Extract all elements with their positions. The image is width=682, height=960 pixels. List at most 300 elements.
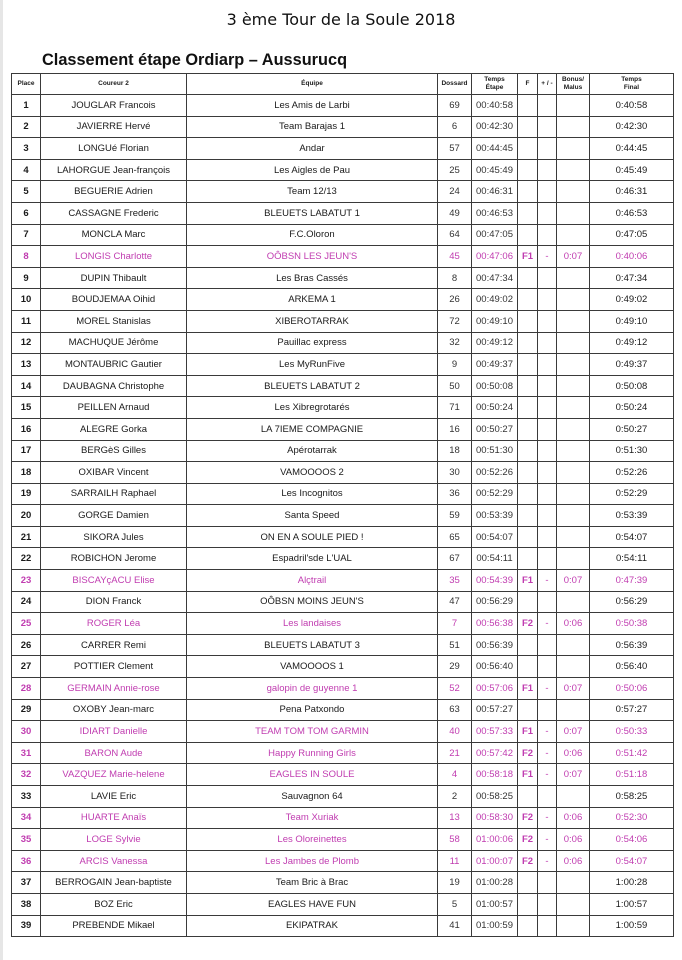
cell-f xyxy=(518,95,538,117)
table-row xyxy=(12,656,674,678)
stage-title: Classement étape Ordiarp – Aussurucq xyxy=(42,50,348,69)
table-row xyxy=(12,354,674,376)
header-bonus-line1: Bonus/ xyxy=(561,76,585,83)
cell-coureur: BERGèS Gilles xyxy=(41,440,187,462)
cell-equipe: Les MyRunFive xyxy=(187,354,438,376)
cell-coureur: DUPIN Thibault xyxy=(41,267,187,289)
cell-dossard: 26 xyxy=(438,289,472,311)
cell-dossard: 64 xyxy=(438,224,472,246)
cell-dossard: 18 xyxy=(438,440,472,462)
cell-dossard: 8 xyxy=(438,267,472,289)
cell-coureur: ALEGRE Gorka xyxy=(41,418,187,440)
header-temps-final-line2: Final xyxy=(623,84,640,91)
cell-f xyxy=(518,310,538,332)
cell-f xyxy=(518,548,538,570)
table-row xyxy=(12,332,674,354)
cell-temps-final: 0:53:39 xyxy=(590,505,674,527)
cell-dossard: 52 xyxy=(438,678,472,700)
cell-temps-etape: 00:52:26 xyxy=(472,462,518,484)
cell-f xyxy=(518,116,538,138)
cell-plus-minus xyxy=(538,159,557,181)
cell-temps-etape: 01:00:57 xyxy=(472,893,518,915)
cell-temps-etape: 00:57:06 xyxy=(472,678,518,700)
cell-equipe: BLEUETS LABATUT 1 xyxy=(187,202,438,224)
cell-place: 11 xyxy=(12,310,41,332)
cell-bonus-malus xyxy=(557,786,590,808)
table-row xyxy=(12,418,674,440)
cell-f xyxy=(518,526,538,548)
cell-plus-minus xyxy=(538,505,557,527)
cell-bonus-malus xyxy=(557,893,590,915)
cell-coureur: ROBICHON Jerome xyxy=(41,548,187,570)
cell-equipe: Les Bras Cassés xyxy=(187,267,438,289)
cell-temps-final: 0:50:24 xyxy=(590,397,674,419)
cell-coureur: DION Franck xyxy=(41,591,187,613)
cell-plus-minus xyxy=(538,267,557,289)
cell-temps-etape: 00:50:27 xyxy=(472,418,518,440)
cell-temps-etape: 00:56:29 xyxy=(472,591,518,613)
cell-coureur: SARRAILH Raphael xyxy=(41,483,187,505)
cell-temps-final: 0:47:34 xyxy=(590,267,674,289)
cell-f xyxy=(518,699,538,721)
header-temps-final-line1: Temps xyxy=(621,76,642,83)
cell-f xyxy=(518,397,538,419)
cell-coureur: ROGER Léa xyxy=(41,613,187,635)
cell-temps-final: 0:54:07 xyxy=(590,526,674,548)
cell-temps-final: 0:54:11 xyxy=(590,548,674,570)
cell-plus-minus xyxy=(538,202,557,224)
header-bonus-malus xyxy=(557,74,590,95)
cell-dossard: 40 xyxy=(438,721,472,743)
cell-temps-etape: 00:47:06 xyxy=(472,246,518,268)
cell-equipe: Les Xibregrotarés xyxy=(187,397,438,419)
cell-temps-etape: 00:54:11 xyxy=(472,548,518,570)
cell-coureur: DAUBAGNA Christophe xyxy=(41,375,187,397)
cell-temps-etape: 00:47:34 xyxy=(472,267,518,289)
table-row xyxy=(12,375,674,397)
header-plus-minus: + / - xyxy=(538,74,557,95)
cell-f xyxy=(518,375,538,397)
cell-temps-final: 0:42:30 xyxy=(590,116,674,138)
header-row xyxy=(12,74,674,95)
cell-coureur: CARRER Remi xyxy=(41,634,187,656)
cell-plus-minus xyxy=(538,375,557,397)
cell-temps-final: 1:00:57 xyxy=(590,893,674,915)
cell-coureur: JAVIERRE Hervé xyxy=(41,116,187,138)
cell-dossard: 63 xyxy=(438,699,472,721)
cell-temps-etape: 00:56:39 xyxy=(472,634,518,656)
cell-temps-final: 0:50:33 xyxy=(590,721,674,743)
cell-temps-final: 0:49:12 xyxy=(590,332,674,354)
cell-coureur: OXIBAR Vincent xyxy=(41,462,187,484)
cell-equipe: Apérotarrak xyxy=(187,440,438,462)
cell-bonus-malus xyxy=(557,526,590,548)
table-row xyxy=(12,893,674,915)
table-row xyxy=(12,764,674,786)
cell-plus-minus xyxy=(538,462,557,484)
cell-temps-etape: 01:00:06 xyxy=(472,829,518,851)
cell-equipe: Alçtrail xyxy=(187,570,438,592)
cell-temps-final: 0:40:06 xyxy=(590,246,674,268)
cell-place: 39 xyxy=(12,915,41,937)
cell-f xyxy=(518,354,538,376)
cell-coureur: OXOBY Jean-marc xyxy=(41,699,187,721)
cell-equipe: Happy Running Girls xyxy=(187,742,438,764)
cell-place: 13 xyxy=(12,354,41,376)
cell-temps-etape: 00:53:39 xyxy=(472,505,518,527)
cell-place: 38 xyxy=(12,893,41,915)
cell-place: 28 xyxy=(12,678,41,700)
cell-temps-etape: 00:50:24 xyxy=(472,397,518,419)
cell-dossard: 6 xyxy=(438,116,472,138)
cell-bonus-malus: 0:06 xyxy=(557,742,590,764)
cell-f xyxy=(518,440,538,462)
header-bonus-line2: Malus xyxy=(563,84,583,91)
table-row xyxy=(12,850,674,872)
cell-plus-minus xyxy=(538,915,557,937)
cell-f xyxy=(518,591,538,613)
cell-dossard: 29 xyxy=(438,656,472,678)
cell-equipe: LA 7IEME COMPAGNIE xyxy=(187,418,438,440)
cell-temps-etape: 00:54:07 xyxy=(472,526,518,548)
cell-bonus-malus xyxy=(557,397,590,419)
table-row xyxy=(12,872,674,894)
cell-coureur: LONGUé Florian xyxy=(41,138,187,160)
cell-temps-etape: 00:56:38 xyxy=(472,613,518,635)
cell-bonus-malus xyxy=(557,699,590,721)
cell-f xyxy=(518,893,538,915)
cell-equipe: OÔBSN MOINS JEUN'S xyxy=(187,591,438,613)
cell-f xyxy=(518,483,538,505)
cell-f xyxy=(518,418,538,440)
cell-plus-minus: - xyxy=(538,246,557,268)
cell-equipe: Pena Patxondo xyxy=(187,699,438,721)
cell-f: F1 xyxy=(518,721,538,743)
table-row xyxy=(12,807,674,829)
cell-place: 30 xyxy=(12,721,41,743)
cell-place: 26 xyxy=(12,634,41,656)
cell-temps-final: 0:46:31 xyxy=(590,181,674,203)
cell-coureur: LONGIS Charlotte xyxy=(41,246,187,268)
cell-coureur: IDIART Danielle xyxy=(41,721,187,743)
cell-dossard: 16 xyxy=(438,418,472,440)
cell-dossard: 25 xyxy=(438,159,472,181)
cell-place: 25 xyxy=(12,613,41,635)
cell-temps-etape: 01:00:59 xyxy=(472,915,518,937)
cell-dossard: 19 xyxy=(438,872,472,894)
cell-dossard: 9 xyxy=(438,354,472,376)
cell-temps-final: 0:47:39 xyxy=(590,570,674,592)
table-row xyxy=(12,483,674,505)
cell-bonus-malus xyxy=(557,375,590,397)
cell-coureur: MOREL Stanislas xyxy=(41,310,187,332)
cell-plus-minus: - xyxy=(538,764,557,786)
header-temps-final xyxy=(590,74,674,95)
cell-temps-final: 0:54:06 xyxy=(590,829,674,851)
cell-f: F1 xyxy=(518,246,538,268)
cell-coureur: HUARTE Anaïs xyxy=(41,807,187,829)
cell-f xyxy=(518,202,538,224)
cell-bonus-malus: 0:06 xyxy=(557,807,590,829)
cell-plus-minus xyxy=(538,656,557,678)
cell-place: 35 xyxy=(12,829,41,851)
cell-coureur: PREBENDE Mikael xyxy=(41,915,187,937)
cell-f: F1 xyxy=(518,678,538,700)
cell-temps-final: 0:47:05 xyxy=(590,224,674,246)
table-row xyxy=(12,829,674,851)
cell-place: 18 xyxy=(12,462,41,484)
cell-temps-final: 0:50:06 xyxy=(590,678,674,700)
cell-dossard: 11 xyxy=(438,850,472,872)
cell-plus-minus: - xyxy=(538,742,557,764)
cell-bonus-malus xyxy=(557,591,590,613)
cell-place: 32 xyxy=(12,764,41,786)
cell-plus-minus xyxy=(538,354,557,376)
cell-coureur: GERMAIN Annie-rose xyxy=(41,678,187,700)
header-f: F xyxy=(518,74,538,95)
cell-bonus-malus xyxy=(557,634,590,656)
cell-plus-minus xyxy=(538,483,557,505)
cell-bonus-malus xyxy=(557,872,590,894)
cell-equipe: BLEUETS LABATUT 3 xyxy=(187,634,438,656)
cell-dossard: 51 xyxy=(438,634,472,656)
cell-plus-minus xyxy=(538,699,557,721)
cell-temps-etape: 00:50:08 xyxy=(472,375,518,397)
cell-bonus-malus xyxy=(557,656,590,678)
cell-bonus-malus: 0:06 xyxy=(557,850,590,872)
cell-f xyxy=(518,786,538,808)
table-row xyxy=(12,310,674,332)
table-row xyxy=(12,678,674,700)
cell-bonus-malus xyxy=(557,418,590,440)
cell-equipe: EAGLES IN SOULE xyxy=(187,764,438,786)
cell-place: 27 xyxy=(12,656,41,678)
cell-place: 5 xyxy=(12,181,41,203)
cell-plus-minus xyxy=(538,418,557,440)
cell-temps-final: 0:50:38 xyxy=(590,613,674,635)
cell-place: 23 xyxy=(12,570,41,592)
cell-temps-etape: 00:58:18 xyxy=(472,764,518,786)
cell-equipe: Les Amis de Larbi xyxy=(187,95,438,117)
cell-temps-final: 1:00:59 xyxy=(590,915,674,937)
cell-temps-final: 0:58:25 xyxy=(590,786,674,808)
cell-place: 14 xyxy=(12,375,41,397)
table-row xyxy=(12,267,674,289)
cell-dossard: 36 xyxy=(438,483,472,505)
cell-dossard: 41 xyxy=(438,915,472,937)
cell-plus-minus xyxy=(538,591,557,613)
cell-temps-final: 0:49:10 xyxy=(590,310,674,332)
cell-coureur: LOGE Sylvie xyxy=(41,829,187,851)
cell-dossard: 13 xyxy=(438,807,472,829)
cell-bonus-malus xyxy=(557,159,590,181)
cell-plus-minus xyxy=(538,224,557,246)
cell-bonus-malus xyxy=(557,462,590,484)
cell-f xyxy=(518,656,538,678)
cell-bonus-malus xyxy=(557,354,590,376)
cell-dossard: 24 xyxy=(438,181,472,203)
cell-temps-etape: 00:46:53 xyxy=(472,202,518,224)
table-row xyxy=(12,721,674,743)
cell-bonus-malus xyxy=(557,138,590,160)
cell-equipe: Santa Speed xyxy=(187,505,438,527)
cell-plus-minus xyxy=(538,548,557,570)
cell-place: 4 xyxy=(12,159,41,181)
cell-temps-etape: 00:49:10 xyxy=(472,310,518,332)
cell-coureur: VAZQUEZ Marie-helene xyxy=(41,764,187,786)
cell-f: F2 xyxy=(518,850,538,872)
cell-temps-etape: 00:49:02 xyxy=(472,289,518,311)
cell-equipe: VAMOOOOS 2 xyxy=(187,462,438,484)
cell-f: F2 xyxy=(518,613,538,635)
cell-dossard: 67 xyxy=(438,548,472,570)
cell-temps-final: 0:45:49 xyxy=(590,159,674,181)
cell-place: 37 xyxy=(12,872,41,894)
cell-temps-final: 1:00:28 xyxy=(590,872,674,894)
cell-plus-minus: - xyxy=(538,613,557,635)
cell-plus-minus xyxy=(538,181,557,203)
cell-dossard: 69 xyxy=(438,95,472,117)
table-row xyxy=(12,742,674,764)
cell-plus-minus xyxy=(538,95,557,117)
cell-temps-etape: 00:58:30 xyxy=(472,807,518,829)
cell-plus-minus xyxy=(538,289,557,311)
cell-bonus-malus: 0:07 xyxy=(557,678,590,700)
cell-temps-etape: 00:51:30 xyxy=(472,440,518,462)
header-temps-etape-line2: Étape xyxy=(485,84,504,91)
header-coureur: Coureur 2 xyxy=(41,74,187,95)
cell-plus-minus: - xyxy=(538,570,557,592)
cell-equipe: VAMOOOOS 1 xyxy=(187,656,438,678)
cell-dossard: 65 xyxy=(438,526,472,548)
cell-f xyxy=(518,915,538,937)
cell-plus-minus: - xyxy=(538,678,557,700)
table-row xyxy=(12,462,674,484)
cell-coureur: JOUGLAR Francois xyxy=(41,95,187,117)
cell-bonus-malus: 0:07 xyxy=(557,246,590,268)
page-edge xyxy=(0,0,3,960)
cell-f xyxy=(518,462,538,484)
cell-temps-etape: 00:45:49 xyxy=(472,159,518,181)
cell-coureur: LAHORGUE Jean-françois xyxy=(41,159,187,181)
cell-f xyxy=(518,181,538,203)
cell-temps-final: 0:44:45 xyxy=(590,138,674,160)
table-row xyxy=(12,505,674,527)
cell-equipe: Team Xuriak xyxy=(187,807,438,829)
cell-temps-final: 0:51:18 xyxy=(590,764,674,786)
cell-equipe: Andar xyxy=(187,138,438,160)
cell-dossard: 71 xyxy=(438,397,472,419)
cell-equipe: EAGLES HAVE FUN xyxy=(187,893,438,915)
cell-f xyxy=(518,267,538,289)
cell-coureur: BOZ Eric xyxy=(41,893,187,915)
cell-place: 36 xyxy=(12,850,41,872)
table-row xyxy=(12,786,674,808)
cell-equipe: EKIPATRAK xyxy=(187,915,438,937)
cell-temps-etape: 00:46:31 xyxy=(472,181,518,203)
cell-place: 10 xyxy=(12,289,41,311)
cell-place: 19 xyxy=(12,483,41,505)
cell-coureur: GORGE Damien xyxy=(41,505,187,527)
cell-plus-minus xyxy=(538,116,557,138)
table-row xyxy=(12,440,674,462)
cell-place: 17 xyxy=(12,440,41,462)
cell-dossard: 21 xyxy=(438,742,472,764)
cell-temps-final: 0:57:27 xyxy=(590,699,674,721)
table-row xyxy=(12,613,674,635)
cell-place: 20 xyxy=(12,505,41,527)
cell-place: 29 xyxy=(12,699,41,721)
cell-temps-etape: 00:40:58 xyxy=(472,95,518,117)
cell-coureur: SIKORA Jules xyxy=(41,526,187,548)
cell-bonus-malus xyxy=(557,116,590,138)
cell-temps-final: 0:56:29 xyxy=(590,591,674,613)
cell-temps-etape: 00:44:45 xyxy=(472,138,518,160)
cell-place: 2 xyxy=(12,116,41,138)
cell-equipe: BLEUETS LABATUT 2 xyxy=(187,375,438,397)
cell-bonus-malus xyxy=(557,483,590,505)
cell-f: F2 xyxy=(518,807,538,829)
cell-f xyxy=(518,634,538,656)
cell-f xyxy=(518,332,538,354)
cell-temps-etape: 00:57:42 xyxy=(472,742,518,764)
cell-plus-minus xyxy=(538,786,557,808)
cell-bonus-malus xyxy=(557,915,590,937)
cell-temps-etape: 00:47:05 xyxy=(472,224,518,246)
cell-place: 24 xyxy=(12,591,41,613)
table-row xyxy=(12,570,674,592)
cell-dossard: 32 xyxy=(438,332,472,354)
cell-bonus-malus: 0:06 xyxy=(557,613,590,635)
cell-dossard: 35 xyxy=(438,570,472,592)
cell-equipe: Sauvagnon 64 xyxy=(187,786,438,808)
cell-temps-final: 0:54:07 xyxy=(590,850,674,872)
cell-bonus-malus: 0:07 xyxy=(557,721,590,743)
cell-temps-final: 0:46:53 xyxy=(590,202,674,224)
cell-place: 6 xyxy=(12,202,41,224)
header-equipe: Équipe xyxy=(187,74,438,95)
cell-coureur: BEGUERIE Adrien xyxy=(41,181,187,203)
cell-equipe: Les Incognitos xyxy=(187,483,438,505)
cell-temps-etape: 01:00:07 xyxy=(472,850,518,872)
cell-temps-final: 0:49:37 xyxy=(590,354,674,376)
table-row xyxy=(12,95,674,117)
cell-bonus-malus xyxy=(557,202,590,224)
cell-coureur: MONCLA Marc xyxy=(41,224,187,246)
table-row xyxy=(12,159,674,181)
cell-bonus-malus: 0:07 xyxy=(557,570,590,592)
cell-f xyxy=(518,505,538,527)
cell-coureur: PEILLEN Arnaud xyxy=(41,397,187,419)
cell-equipe: OÔBSN LES JEUN'S xyxy=(187,246,438,268)
cell-coureur: BISCAYçACU Elise xyxy=(41,570,187,592)
cell-plus-minus xyxy=(538,310,557,332)
cell-temps-final: 0:52:26 xyxy=(590,462,674,484)
cell-coureur: BARON Aude xyxy=(41,742,187,764)
cell-coureur: MACHUQUE Jérôme xyxy=(41,332,187,354)
cell-bonus-malus xyxy=(557,181,590,203)
cell-plus-minus: - xyxy=(538,721,557,743)
cell-bonus-malus xyxy=(557,224,590,246)
cell-bonus-malus xyxy=(557,505,590,527)
cell-bonus-malus xyxy=(557,440,590,462)
cell-place: 3 xyxy=(12,138,41,160)
cell-place: 34 xyxy=(12,807,41,829)
cell-coureur: POTTIER Clement xyxy=(41,656,187,678)
table-row xyxy=(12,915,674,937)
cell-temps-etape: 00:49:37 xyxy=(472,354,518,376)
cell-dossard: 59 xyxy=(438,505,472,527)
